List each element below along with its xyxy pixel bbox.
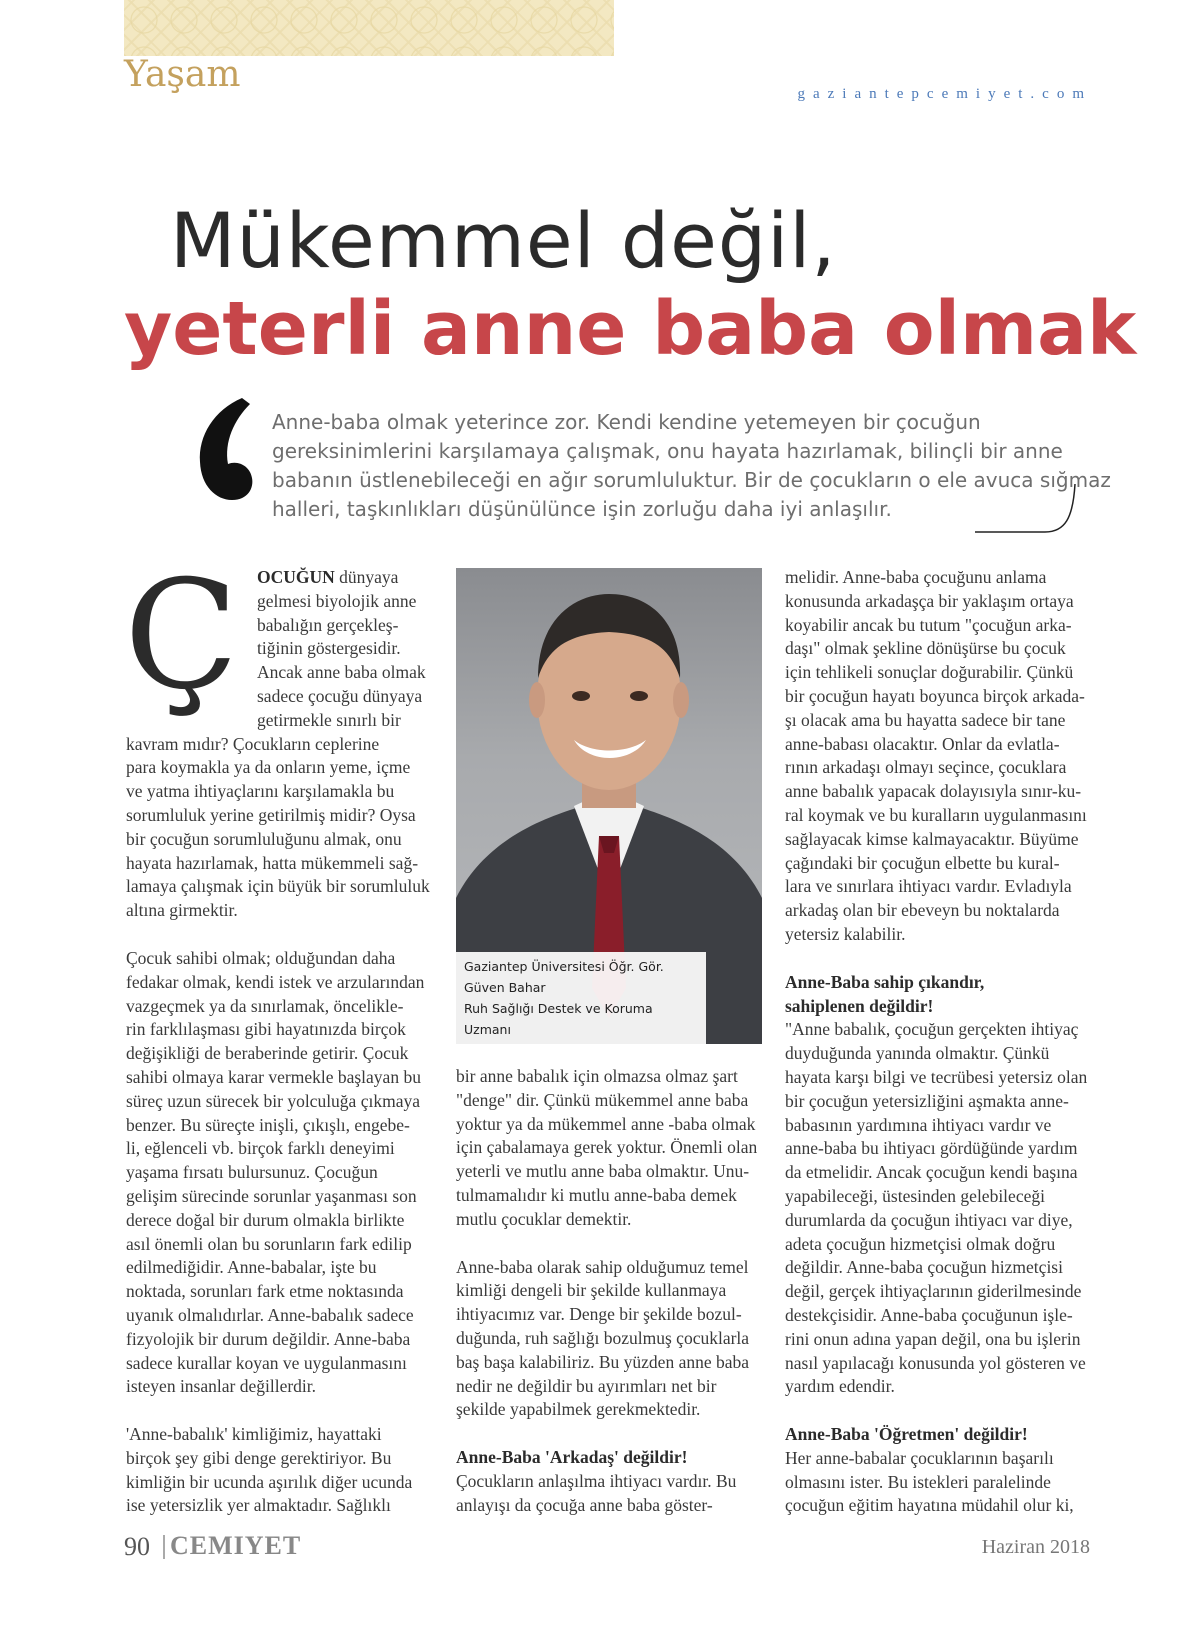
text-line: arkadaş olan bir ebeveyn bu noktalarda xyxy=(785,900,1060,921)
text-line: uyanık olmalıdırlar. Anne-babalık sadece xyxy=(126,1304,414,1325)
issue-date: Haziran 2018 xyxy=(981,1536,1090,1558)
text-line: hayata karşı bilgi ve tecrübesi yetersiz olan xyxy=(785,1066,1088,1087)
caption-line: Ruh Sağlığı Destek ve Koruma Uzmanı xyxy=(464,1001,653,1037)
author-photo xyxy=(456,568,762,1044)
lead-curve-decoration xyxy=(975,478,1095,538)
text-line: Çocukların anlaşılma ihtiyacı vardır. Bu xyxy=(456,1470,737,1491)
text-line: duyduğunda yanında olmaktır. Çünkü xyxy=(785,1043,1050,1064)
text-line: isteyen insanlar değillerdir. xyxy=(126,1376,317,1397)
text-line: çağındaki bir çocuğun elbette bu kural- xyxy=(785,852,1060,873)
article-title-line1: Mükemmel değil, xyxy=(170,196,837,285)
section-title: Yaşam xyxy=(124,54,241,95)
opening-line: OCUĞUN dünyaya xyxy=(257,567,399,587)
text-line: değişikliği de beraberinde getirir. Çocuk xyxy=(126,1043,409,1064)
paragraph xyxy=(785,566,1095,947)
paragraph xyxy=(456,1256,766,1423)
text-line: lamaya çalışmak için büyük bir sorumluluk xyxy=(126,876,430,897)
paragraph xyxy=(785,1018,1095,1399)
text-line: benzer. Bu süreçte inişli, çıkışlı, engebe- xyxy=(126,1114,410,1135)
text-line: kimliği dengeli bir şekilde kullanmaya xyxy=(456,1280,727,1301)
photo-caption xyxy=(456,952,706,1044)
text-line: da etmelidir. Ancak çocuğun kendi başına xyxy=(785,1162,1078,1183)
text-line: daşı" olmak şekline dönüşürse bu çocuk xyxy=(785,638,1066,659)
text-line: para koymakla ya da onların yeme, içme xyxy=(126,757,411,778)
text-line: anne-baba bu ihtiyacı gördüğünde yardım xyxy=(785,1138,1078,1159)
text-line: bir çocuğun hayatı boyunca birçok arkada- xyxy=(785,685,1085,706)
text-line: yapabileceği, üstesinden gelebileceği xyxy=(785,1185,1045,1206)
text-line: yaşama fırsatı bulursunuz. Çocuğun xyxy=(126,1162,378,1183)
text-line: olmasını ister. Bu istekleri paralelinde xyxy=(785,1471,1051,1492)
page-number: 90 xyxy=(124,1532,150,1561)
text-line: altına girmektir. xyxy=(126,900,238,921)
text-line: adeta çocuğun hizmetçisi olmak doğru xyxy=(785,1233,1056,1254)
opening-indented-lines xyxy=(126,590,436,733)
text-line: ihtiyacımız var. Denge bir şekilde bozul- xyxy=(456,1304,742,1325)
text-line: nedir ne değildir bu ayırımları net bir xyxy=(456,1375,717,1396)
text-line: "denge" dir. Çünkü mükemmel anne baba xyxy=(456,1089,749,1110)
column-1 xyxy=(126,566,436,1518)
text-line: değildir. Anne-baba çocuğun hizmetçisi xyxy=(785,1257,1063,1278)
text-line: koyabilir ancak bu tutum "çocuğun arka- xyxy=(785,614,1072,635)
text-line: babasının yardımına ihtiyacı vardır ve xyxy=(785,1114,1052,1135)
text-line: getirmekle sınırlı bir xyxy=(257,709,401,730)
text-line: ise yetersizlik yer almaktadır. Sağlıklı xyxy=(126,1495,391,1516)
lead-paragraph: Anne-baba olmak yeterince zor. Kendi kendine yetemeyen bir çocuğun gereksinimlerini karşılamaya çalışmak, onu hayata hazırlamak, bilinçli bir anne babanın üstlenebileceği en ağır sorumluluktur. Bir de çocukların o ele avuca sığmaz halleri, taşkınlıkları düşünülünce işin zorluğu daha iyi anlaşılır. xyxy=(272,410,1111,521)
text-line: gelmesi biyolojik anne xyxy=(257,590,417,611)
text-line: noktada, sorunları fark etme noktasında xyxy=(126,1281,404,1302)
text-line: tiğinin göstergesidir. xyxy=(257,638,401,659)
text-line: ral koymak ve bu kuralların uygulanmasını xyxy=(785,804,1087,825)
text-line: derece doğal bir durum olmakla birlikte xyxy=(126,1209,405,1230)
text-line: için çabalamaya gerek yoktur. Önemli olan xyxy=(456,1137,758,1158)
paragraph xyxy=(456,1065,766,1232)
text-line: tulmamalıdır ki mutlu anne-baba demek xyxy=(456,1184,737,1205)
subheading: Anne-Baba 'Arkadaş' değildir! xyxy=(456,1447,688,1468)
text-line: sağlayacak kimse kalmayacaktır. Büyüme xyxy=(785,828,1079,849)
text-line: değil, gerçek ihtiyaçlarının giderilmesinde xyxy=(785,1281,1082,1302)
text-line: Her anne-babalar çocuklarının başarılı xyxy=(785,1447,1054,1468)
article-title-line2: yeterli anne baba olmak xyxy=(124,286,1137,372)
text-line: babalığın gerçekleş- xyxy=(257,614,399,635)
text-line: lara ve sınırlara ihtiyacı vardır. Evladıyla xyxy=(785,876,1072,897)
paragraph xyxy=(456,1470,766,1518)
text-line: destekçisidir. Anne-baba çocuğunun işle- xyxy=(785,1304,1073,1325)
text-line: için tehlikeli sonuçlar doğurabilir. Çünkü xyxy=(785,662,1074,683)
text-line: anne-babası olacaktır. Onlar da evlatla- xyxy=(785,733,1060,754)
text-line: Anne-baba olarak sahip olduğumuz temel xyxy=(456,1256,749,1277)
text-line: şı olacak ama bu hayatta sadece bir tane xyxy=(785,709,1066,730)
text-line: şekilde yapabilmek gerekmektedir. xyxy=(456,1399,701,1420)
text-line: rin farklılaşması gibi hayatınızda birçok xyxy=(126,1019,406,1040)
text-line: kavram mıdır? Çocukların ceplerine xyxy=(126,733,380,754)
paragraph xyxy=(785,1447,1095,1518)
text-line: birçok şey gibi denge gerektiriyor. Bu xyxy=(126,1447,392,1468)
text-line: fizyolojik bir durum değildir. Anne-baba xyxy=(126,1328,411,1349)
text-line: süreç uzun sürecek bir yolculuğa çıkmaya xyxy=(126,1090,420,1111)
column-3 xyxy=(785,566,1095,1518)
text-line: "Anne babalık, çocuğun gerçekten ihtiyaç xyxy=(785,1019,1079,1040)
site-url[interactable]: gaziantepcemiyet.com xyxy=(797,86,1092,102)
text-line: yardım edendir. xyxy=(785,1376,895,1397)
text-line: sahibi olmaya karar vermekle başlayan bu xyxy=(126,1066,421,1087)
text-line: çocuğun eğitim hayatına müdahil olur ki, xyxy=(785,1495,1074,1516)
text-line: yetersiz kalabilir. xyxy=(785,923,906,944)
text-line: 'Anne-babalık' kimliğimiz, hayattaki xyxy=(126,1424,382,1445)
text-line: mutlu çocuklar demektir. xyxy=(456,1208,632,1229)
text-line: fedakar olmak, kendi istek ve arzularından xyxy=(126,971,425,992)
caption-line: Gaziantep Üniversitesi Öğr. Gör. Güven Bahar xyxy=(464,959,664,995)
text-line: edilmediğidir. Anne-babalar, işte bu xyxy=(126,1257,377,1278)
text-line: sadece çocuğu dünyaya xyxy=(257,685,423,706)
text-line: vazgeçmek ya da sınırlamak, öncelikle- xyxy=(126,995,404,1016)
text-line: baş başa kalabiliriz. Bu yüzden anne baba xyxy=(456,1351,750,1372)
text-line: konusunda arkadaşça bir yaklaşım ortaya xyxy=(785,590,1074,611)
opening-word: OCUĞUN xyxy=(257,567,335,587)
text-line: asıl önemli olan bu sorunların fark edilip xyxy=(126,1233,412,1254)
text-line: rının arkadaşı olmayı seçince, çocuklara xyxy=(785,757,1067,778)
footer-divider xyxy=(163,1535,165,1559)
header-pattern xyxy=(124,0,614,56)
text-line: ve yatma ihtiyaçlarını karşılamakla bu xyxy=(126,781,395,802)
text-line: kimliğin bir ucunda aşırılık diğer ucunda xyxy=(126,1471,413,1492)
text-line: li, eğlenceli vb. birçok farklı deneyimi xyxy=(126,1138,395,1159)
text-line: nasıl yapılacağı konusunda yol gösteren ve xyxy=(785,1352,1086,1373)
drop-cap: Ç xyxy=(124,549,239,723)
paragraph xyxy=(126,1423,436,1518)
quote-mark-icon xyxy=(194,396,274,526)
text-line: bir çocuğun yetersizliğini aşmakta anne- xyxy=(785,1090,1069,1111)
subheading: Anne-Baba sahip çıkandır, xyxy=(785,971,985,992)
paragraph xyxy=(126,733,436,923)
text-line: Çocuk sahibi olmak; olduğundan daha xyxy=(126,947,396,968)
paragraph xyxy=(126,947,436,1399)
text-line: anlayışı da çocuğa anne baba göster- xyxy=(456,1494,713,1515)
text-line: Ancak anne baba olmak xyxy=(257,662,426,683)
text-line: anne babalık yapacak dolayısıyla sınır-ku- xyxy=(785,781,1082,802)
text-line: gelişim sürecinde sorunlar yaşanması son xyxy=(126,1185,417,1206)
text-line: durumlarda da çocuğun ihtiyacı var diye, xyxy=(785,1209,1073,1230)
text-line: sadece kurallar koyan ve uygulanmasını xyxy=(126,1352,407,1373)
text-line: rini onun adına yapan değil, ona bu işlerin xyxy=(785,1328,1081,1349)
text-line: bir anne babalık için olmazsa olmaz şart xyxy=(456,1066,738,1086)
magazine-name: CEMIYET xyxy=(170,1531,302,1560)
text-line: hayata hazırlamak, hatta mükemmeli sağ- xyxy=(126,852,419,873)
column-2 xyxy=(456,1065,766,1518)
text-line: yoktur ya da mükemmel anne -baba olmak xyxy=(456,1113,756,1134)
text-line: duğunda, ruh sağlığı bozulmuş çocuklarla xyxy=(456,1327,750,1348)
text-line: yeterli ve mutlu anne baba olmaktır. Unu- xyxy=(456,1161,750,1182)
text-line: melidir. Anne-baba çocuğunu anlama xyxy=(785,567,1047,587)
text-line: bir çocuğun sorumluluğunu almak, onu xyxy=(126,828,402,849)
subheading: Anne-Baba 'Öğretmen' değildir! xyxy=(785,1424,1028,1445)
subheading: sahiplenen değildir! xyxy=(785,995,934,1016)
text-line: sorumluluk yerine getirilmiş midir? Oysa xyxy=(126,804,416,825)
